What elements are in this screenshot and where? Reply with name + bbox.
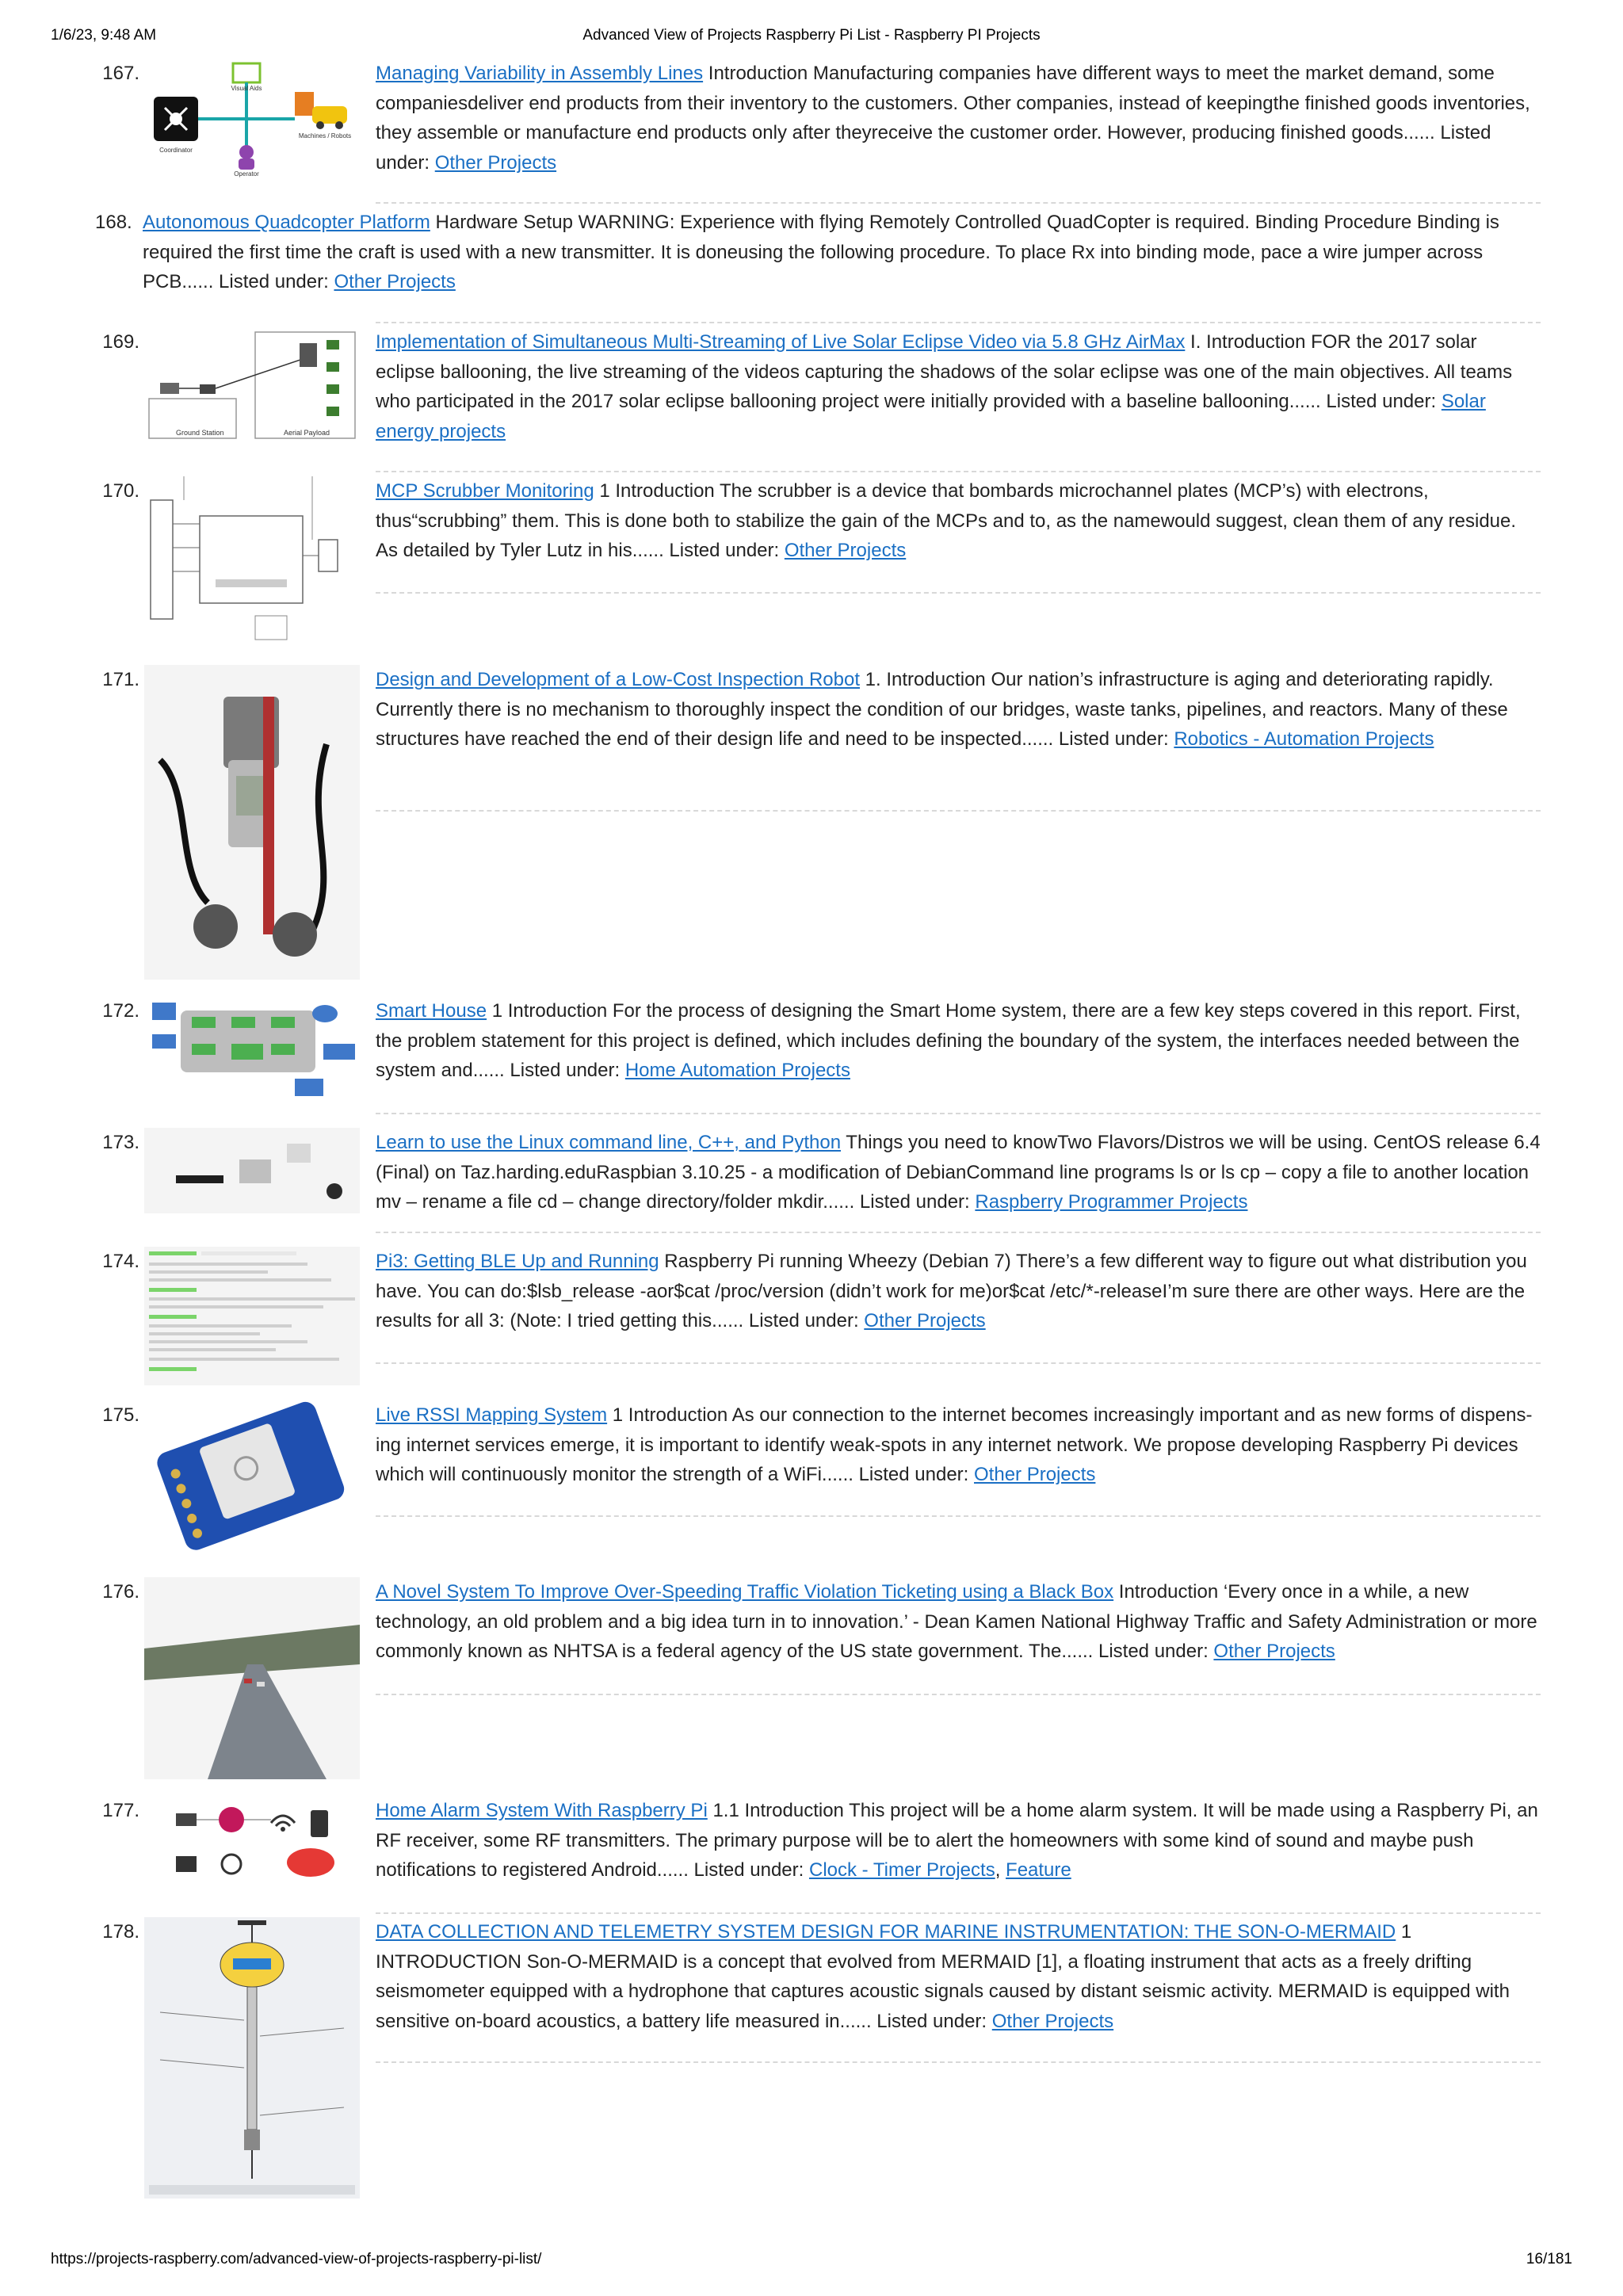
item-description: Hardware Setup WARNING: Experience with flying Remotely Controlled QuadCopter is required. Binding Procedure Binding is required the first time the craft is used with a new transmitter. It is doneusing the following procedure. To place Rx into binding mode, pace a wire jumper across PCB...... Listed under: — [143, 212, 1499, 292]
thumb-label-operator: Operator — [234, 170, 259, 178]
category-link[interactable]: Other Projects — [1213, 1641, 1335, 1662]
dashed-divider — [376, 202, 1541, 204]
network-diagram-icon — [144, 327, 360, 446]
gps-module-photo — [144, 1400, 360, 1559]
item-text — [376, 996, 1541, 1086]
thumbnail-image — [144, 59, 360, 178]
project-link[interactable]: Autonomous Quadcopter Platform — [143, 212, 430, 233]
item-number: 178. — [102, 1921, 139, 1943]
thumb-label-coordinator: Coordinator — [159, 147, 193, 154]
category-link[interactable]: Other Projects — [991, 2010, 1114, 2032]
dashed-divider — [376, 1694, 1541, 1695]
item-description: I. Introduction FOR the 2017 solar eclipse ballooning, the live streaming of the videos capturing the shadows of the solar eclipse was one of the main objectives. All teams who participated in the 2017 solar eclipse ballooning project were initially provided with a baseline ballooning...... Listed under: — [376, 331, 1513, 412]
category-link-2[interactable]: Feature — [1006, 1859, 1071, 1881]
thumb-label-visual-aids: Visual Aids — [231, 85, 262, 92]
category-link[interactable]: Other Projects — [974, 1464, 1096, 1485]
category-link[interactable]: Robotics - Automation Projects — [1174, 728, 1434, 750]
inspection-robot-photo — [144, 665, 360, 980]
project-link[interactable]: MCP Scrubber Monitoring — [376, 480, 594, 502]
item-number: 176. — [102, 1581, 139, 1603]
project-link[interactable]: Design and Development of a Low-Cost Inspection Robot — [376, 669, 861, 690]
thumbnail-image — [144, 1917, 360, 2199]
category-link[interactable]: Other Projects — [434, 151, 557, 174]
print-page-title: Advanced View of Projects Raspberry Pi List - Raspberry PI Projects — [582, 27, 1041, 44]
item-text — [376, 476, 1541, 566]
print-footer — [51, 2251, 1572, 2275]
item-description: Introduction Manufacturing companies have different ways to meet the market demand, some companiesdeliver end products from their inventory to the customers. Other companies, instead of keepingthe finished goods inventories, they assemble or manufacture end products only after theyreceive the customer order. However, producing finished goods...... Listed under: — [376, 63, 1530, 174]
item-text — [376, 1247, 1541, 1336]
item-description: Introduction ‘Every once in a while, a new technology, an old problem and a big idea turn in to innovation.’ - Dean Kamen National Highway Traffic and Safety Administration or more commonly known as NHTSA is a federal agency of the US state government. The...... Listed under: — [376, 1581, 1537, 1662]
smart-home-diagram-icon — [144, 996, 360, 1099]
dashed-divider — [376, 1515, 1541, 1517]
item-description: 1 Introduction The scrubber is a device that bombards microchannel plates (MCP’s) with electrons, thus“scrubbing” them. This is done both to stabilize the gain of the MCPs and to, as the namewould suggest, clean them of any residue. As detailed by Tyler Lutz in his...... Listed under: — [376, 480, 1517, 561]
print-header — [51, 27, 1572, 51]
dashed-divider — [376, 2061, 1541, 2063]
item-number: 168. — [95, 212, 132, 233]
thumb-label-machines: Machines / Robots — [298, 132, 352, 139]
item-description: 1. Introduction Our nation’s infrastructure is aging and deteriorating rapidly. Currently there is no mechanism to thoroughly inspect the condition of our bridges, waste tanks, pipelines, and reactors. Many of these structures have reached the end of their design life and need to be inspected...... Listed under: — [376, 669, 1508, 750]
item-number: 172. — [102, 1000, 139, 1022]
thumbnail-image — [144, 1247, 360, 1385]
item-description: 1.1 Introduction This project will be a home alarm system. It will be made using a Raspberry Pi, an RF receiver, some RF transmitters. The primary purpose will be to alert the homeowners with some kind of sound and maybe push notifications to registered Android...... Listed under: — [376, 1800, 1538, 1881]
dashed-divider — [376, 1362, 1541, 1364]
project-link[interactable]: Live RSSI Mapping System — [376, 1404, 608, 1426]
item-description: 1 INTRODUCTION Son-O-MERMAID is a concept that evolved from MERMAID [1], a floating instrument that acts as a freely drifting seismometer equipped with a hydrophone that captures acoustic signals caused by distant seismic activity. MERMAID is equipped with sensitive on-board acoustics, a battery life measured in...... Listed under: — [376, 1921, 1510, 2032]
item-text — [376, 59, 1541, 178]
item-number: 173. — [102, 1132, 139, 1153]
category-link[interactable]: Other Projects — [864, 1310, 986, 1331]
item-text — [95, 208, 1541, 297]
item-number: 174. — [102, 1251, 139, 1272]
dashed-divider — [376, 592, 1541, 594]
category-link[interactable]: Raspberry Programmer Projects — [975, 1191, 1248, 1213]
thumbnail-image — [144, 1400, 360, 1559]
thumbnail-image — [144, 665, 360, 980]
project-link[interactable]: Learn to use the Linux command line, C++, and Python — [376, 1132, 842, 1153]
thumbnail-image — [144, 476, 360, 643]
thumbnail-image — [144, 1128, 360, 1213]
item-number: 169. — [102, 331, 139, 353]
assembly-diagram-icon — [144, 59, 360, 178]
thumb-label-ground-station: Ground Station — [176, 429, 224, 437]
item-text — [376, 1577, 1541, 1667]
thumbnail-image — [144, 1796, 360, 1891]
raspberry-pi-board-photo — [144, 1128, 360, 1213]
print-datetime: 1/6/23, 9:48 AM — [51, 27, 157, 44]
item-text — [376, 1400, 1541, 1490]
item-number: 171. — [102, 669, 139, 690]
category-link[interactable]: Other Projects — [784, 540, 907, 561]
circuit-schematic-icon — [144, 476, 360, 643]
mermaid-instrument-diagram-icon — [144, 1917, 360, 2199]
item-text: Home Alarm System With Raspberry Pi 1.1 Introduction This project will be a home alarm system. It will be made using a Raspberry Pi, an RF receiver, some RF transmitters. The primary purpose will be to alert the homeowners with some kind of sound and maybe push notifications to registered Android...... Listed under: Clock - Timer Projects, Feature — [376, 1800, 1538, 1881]
item-number: 177. — [102, 1800, 139, 1821]
category-link[interactable]: Solar energy projects — [376, 391, 1486, 442]
project-link[interactable]: Implementation of Simultaneous Multi-Streaming of Live Solar Eclipse Video via 5.8 GHz AirMax — [376, 331, 1186, 353]
item-description: Raspberry Pi running Wheezy (Debian 7) There’s a few different way to figure out what distribution you have. You can do:$lsb_release -aor$cat /proc/version (didn’t work for me)or$cat /etc/*-releaseI’m sure there are other ways. Here are the results for all 3: (Note: I tried getting this...... Listed under: — [376, 1251, 1527, 1331]
road-camera-photo — [144, 1577, 360, 1779]
dashed-divider — [376, 1912, 1541, 1914]
item-description: Things you need to knowTwo Flavors/Distros we will be using. CentOS release 6.4 (Final) on Taz.harding.eduRaspbian 3.10.25 - a modification of DebianCommand line programs ls or ls cp – copy a file to another location mv – rename a file cd – change directory/folder mkdir...... Listed under: — [376, 1132, 1541, 1213]
page-number: 16/181 — [1526, 2251, 1572, 2267]
thumb-label-aerial-payload: Aerial Payload — [284, 429, 330, 437]
project-link[interactable]: Pi3: Getting BLE Up and Running — [376, 1251, 659, 1272]
item-text — [376, 665, 1541, 755]
thumbnail-image — [144, 327, 360, 446]
item-description: 1 Introduction As our connection to the internet becomes increasingly important and as new forms of dispens- ing internet services emerge, it is important to identify weak-spots in any internet network. We propose developing Raspberry Pi devices which will continuously monitor the strength of a WiFi...... Listed under: — [376, 1404, 1533, 1485]
project-link[interactable]: A Novel System To Improve Over-Speeding Traffic Violation Ticketing using a Black Box — [376, 1581, 1114, 1603]
dashed-divider — [376, 1232, 1541, 1233]
print-url: https://projects-raspberry.com/advanced-view-of-projects-raspberry-pi-list/ — [51, 2251, 542, 2267]
dashed-divider — [376, 322, 1541, 323]
category-link[interactable]: Home Automation Projects — [624, 1060, 850, 1081]
category-link[interactable]: Other Projects — [334, 271, 456, 292]
dashed-divider — [376, 810, 1541, 812]
thumbnail-image — [144, 1577, 360, 1779]
item-description: 1 Introduction For the process of designing the Smart Home system, there are a few key steps covered in this report. First, the problem statement for this project is defined, which includes defining the boundary of the system, the interfaces needed between the system and...... Listed under: — [376, 1000, 1521, 1081]
item-text — [376, 327, 1541, 446]
project-link[interactable]: Smart House — [376, 1000, 487, 1022]
dashed-divider — [376, 1113, 1541, 1114]
item-number: 170. — [102, 480, 139, 502]
thumbnail-image — [144, 996, 360, 1099]
dashed-divider — [376, 471, 1541, 472]
category-link[interactable]: Clock - Timer Projects — [808, 1859, 995, 1881]
project-link[interactable]: DATA COLLECTION AND TELEMETRY SYSTEM DESIGN FOR MARINE INSTRUMENTATION: THE SON-O-MERMAID — [376, 1921, 1396, 1943]
terminal-screenshot — [144, 1247, 360, 1385]
alarm-system-diagram-icon — [144, 1796, 360, 1891]
item-text — [376, 1128, 1541, 1217]
project-link[interactable]: Managing Variability in Assembly Lines — [376, 63, 704, 84]
item-number: 167. — [102, 63, 139, 84]
project-link[interactable]: Home Alarm System With Raspberry Pi — [376, 1800, 708, 1821]
item-number: 175. — [102, 1404, 139, 1426]
item-text — [376, 1917, 1541, 2036]
